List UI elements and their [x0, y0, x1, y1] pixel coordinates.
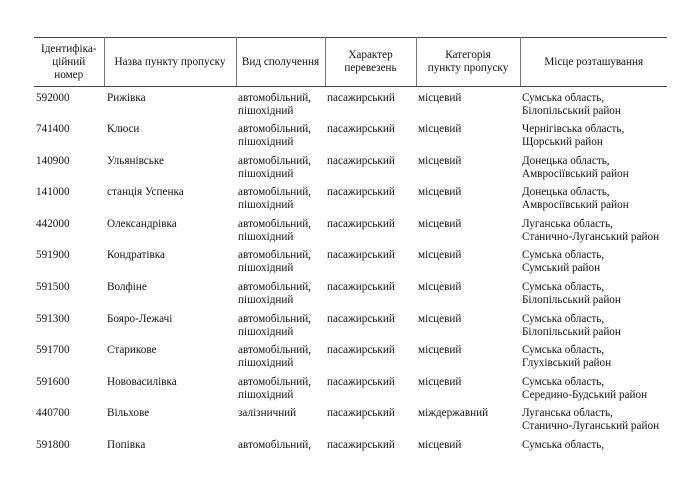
cell-mode: автомобільний, пішохідний: [238, 280, 312, 306]
cell-name: станція Успенка: [107, 186, 184, 199]
cell-category: місцевий: [418, 312, 462, 325]
cell-mode: автомобільний, пішохідний: [238, 344, 312, 370]
cell-transport: пасажирський: [327, 438, 395, 451]
header-name: Назва пункту пропуску: [104, 38, 236, 87]
cell-location: Донецька область, Амвросіївський район: [522, 186, 629, 212]
cell-transport: пасажирський: [327, 92, 395, 104]
checkpoint-table-page: [34, 37, 667, 471]
cell-mode: автомобільний, пішохідний: [238, 375, 312, 401]
cell-category: міждержавний: [418, 407, 489, 420]
cell-transport: пасажирський: [327, 186, 395, 199]
cell-category: місцевий: [418, 438, 462, 451]
cell-location: Сумська область, Сумський район: [522, 249, 605, 275]
header-category: Категорія пункту пропуску: [416, 38, 520, 87]
cell-location: Чернігівська область, Щорський район: [522, 123, 625, 148]
cell-mode: автомобільний, пішохідний: [238, 186, 312, 212]
header-location: Місце розташування: [520, 38, 667, 87]
cell-category: місцевий: [418, 186, 462, 199]
cell-name: Нововасилівка: [107, 375, 177, 388]
cell-mode: автомобільний, пішохідний: [238, 123, 312, 148]
cell-name: Бояро-Лежачі: [107, 312, 173, 325]
cell-name: Волфіне: [107, 280, 147, 293]
cell-transport: пасажирський: [327, 312, 395, 325]
table-row: [34, 313, 667, 345]
cell-mode: автомобільний,: [238, 438, 312, 451]
cell-category: місцевий: [418, 92, 462, 104]
cell-id: 591800: [36, 438, 70, 451]
cell-name: Попівка: [107, 438, 146, 451]
table-row: [34, 439, 667, 471]
cell-mode: залізничний: [238, 407, 297, 420]
cell-category: місцевий: [418, 123, 462, 135]
cell-name: Вільхове: [107, 407, 150, 420]
cell-location: Луганська область, Станично-Луганський район: [522, 407, 660, 433]
table-row: [34, 186, 667, 218]
cell-category: місцевий: [418, 280, 462, 293]
table-row: [34, 123, 667, 155]
header-transport: Характер перевезень: [325, 38, 416, 87]
cell-name: Олександрівка: [107, 217, 177, 230]
table-row: [34, 249, 667, 281]
cell-location: Сумська область, Глухівський район: [522, 344, 612, 370]
table-body: [34, 87, 667, 471]
cell-name: Рижівка: [107, 92, 146, 104]
table-row: [34, 87, 667, 124]
cell-mode: автомобільний, пішохідний: [238, 92, 312, 117]
cell-location: Сумська область, Білопільський район: [522, 92, 621, 117]
checkpoint-table: [34, 37, 667, 471]
cell-name: Клюси: [107, 123, 140, 135]
cell-mode: автомобільний, пішохідний: [238, 217, 312, 243]
table-row: [34, 281, 667, 313]
cell-transport: пасажирський: [327, 344, 395, 357]
table-row: [34, 344, 667, 376]
table-header-row: [34, 38, 667, 87]
cell-transport: пасажирський: [327, 154, 395, 167]
cell-name: Старикове: [107, 344, 157, 357]
cell-location: Луганська область, Станично-Луганський район: [522, 217, 660, 243]
cell-transport: пасажирський: [327, 280, 395, 293]
table-row: [34, 155, 667, 187]
cell-id: 591600: [36, 375, 70, 388]
cell-id: 741400: [36, 123, 70, 135]
cell-id: 591300: [36, 312, 70, 325]
header-id: Ідентифіка- ційний номер: [34, 38, 104, 87]
table-row: [34, 218, 667, 250]
cell-id: 591700: [36, 344, 70, 357]
table-row: [34, 376, 667, 408]
cell-location: Сумська область, Білопільський район: [522, 280, 621, 306]
cell-location: Донецька область, Амвросіївський район: [522, 154, 629, 180]
table-row: [34, 407, 667, 439]
cell-category: місцевий: [418, 375, 462, 388]
cell-id: 591900: [36, 249, 70, 262]
cell-category: місцевий: [418, 154, 462, 167]
cell-transport: пасажирський: [327, 123, 395, 135]
cell-category: місцевий: [418, 344, 462, 357]
cell-transport: пасажирський: [327, 407, 395, 420]
cell-id: 442000: [36, 217, 70, 230]
cell-location: Сумська область, Білопільський район: [522, 312, 621, 338]
cell-mode: автомобільний, пішохідний: [238, 312, 312, 338]
cell-transport: пасажирський: [327, 375, 395, 388]
cell-location: Сумська область,: [522, 438, 605, 451]
cell-id: 140900: [36, 154, 70, 167]
cell-name: Ульянівське: [107, 154, 164, 167]
cell-id: 591500: [36, 280, 70, 293]
cell-id: 141000: [36, 186, 70, 199]
cell-id: 440700: [36, 407, 70, 420]
cell-mode: автомобільний, пішохідний: [238, 154, 312, 180]
cell-mode: автомобільний, пішохідний: [238, 249, 312, 275]
cell-category: місцевий: [418, 217, 462, 230]
cell-transport: пасажирський: [327, 249, 395, 262]
cell-name: Кондратівка: [107, 249, 165, 262]
cell-transport: пасажирський: [327, 217, 395, 230]
cell-category: місцевий: [418, 249, 462, 262]
cell-location: Сумська область, Середино-Будський район: [522, 375, 648, 401]
header-mode: Вид сполучення: [236, 38, 325, 87]
cell-id: 592000: [36, 92, 70, 104]
